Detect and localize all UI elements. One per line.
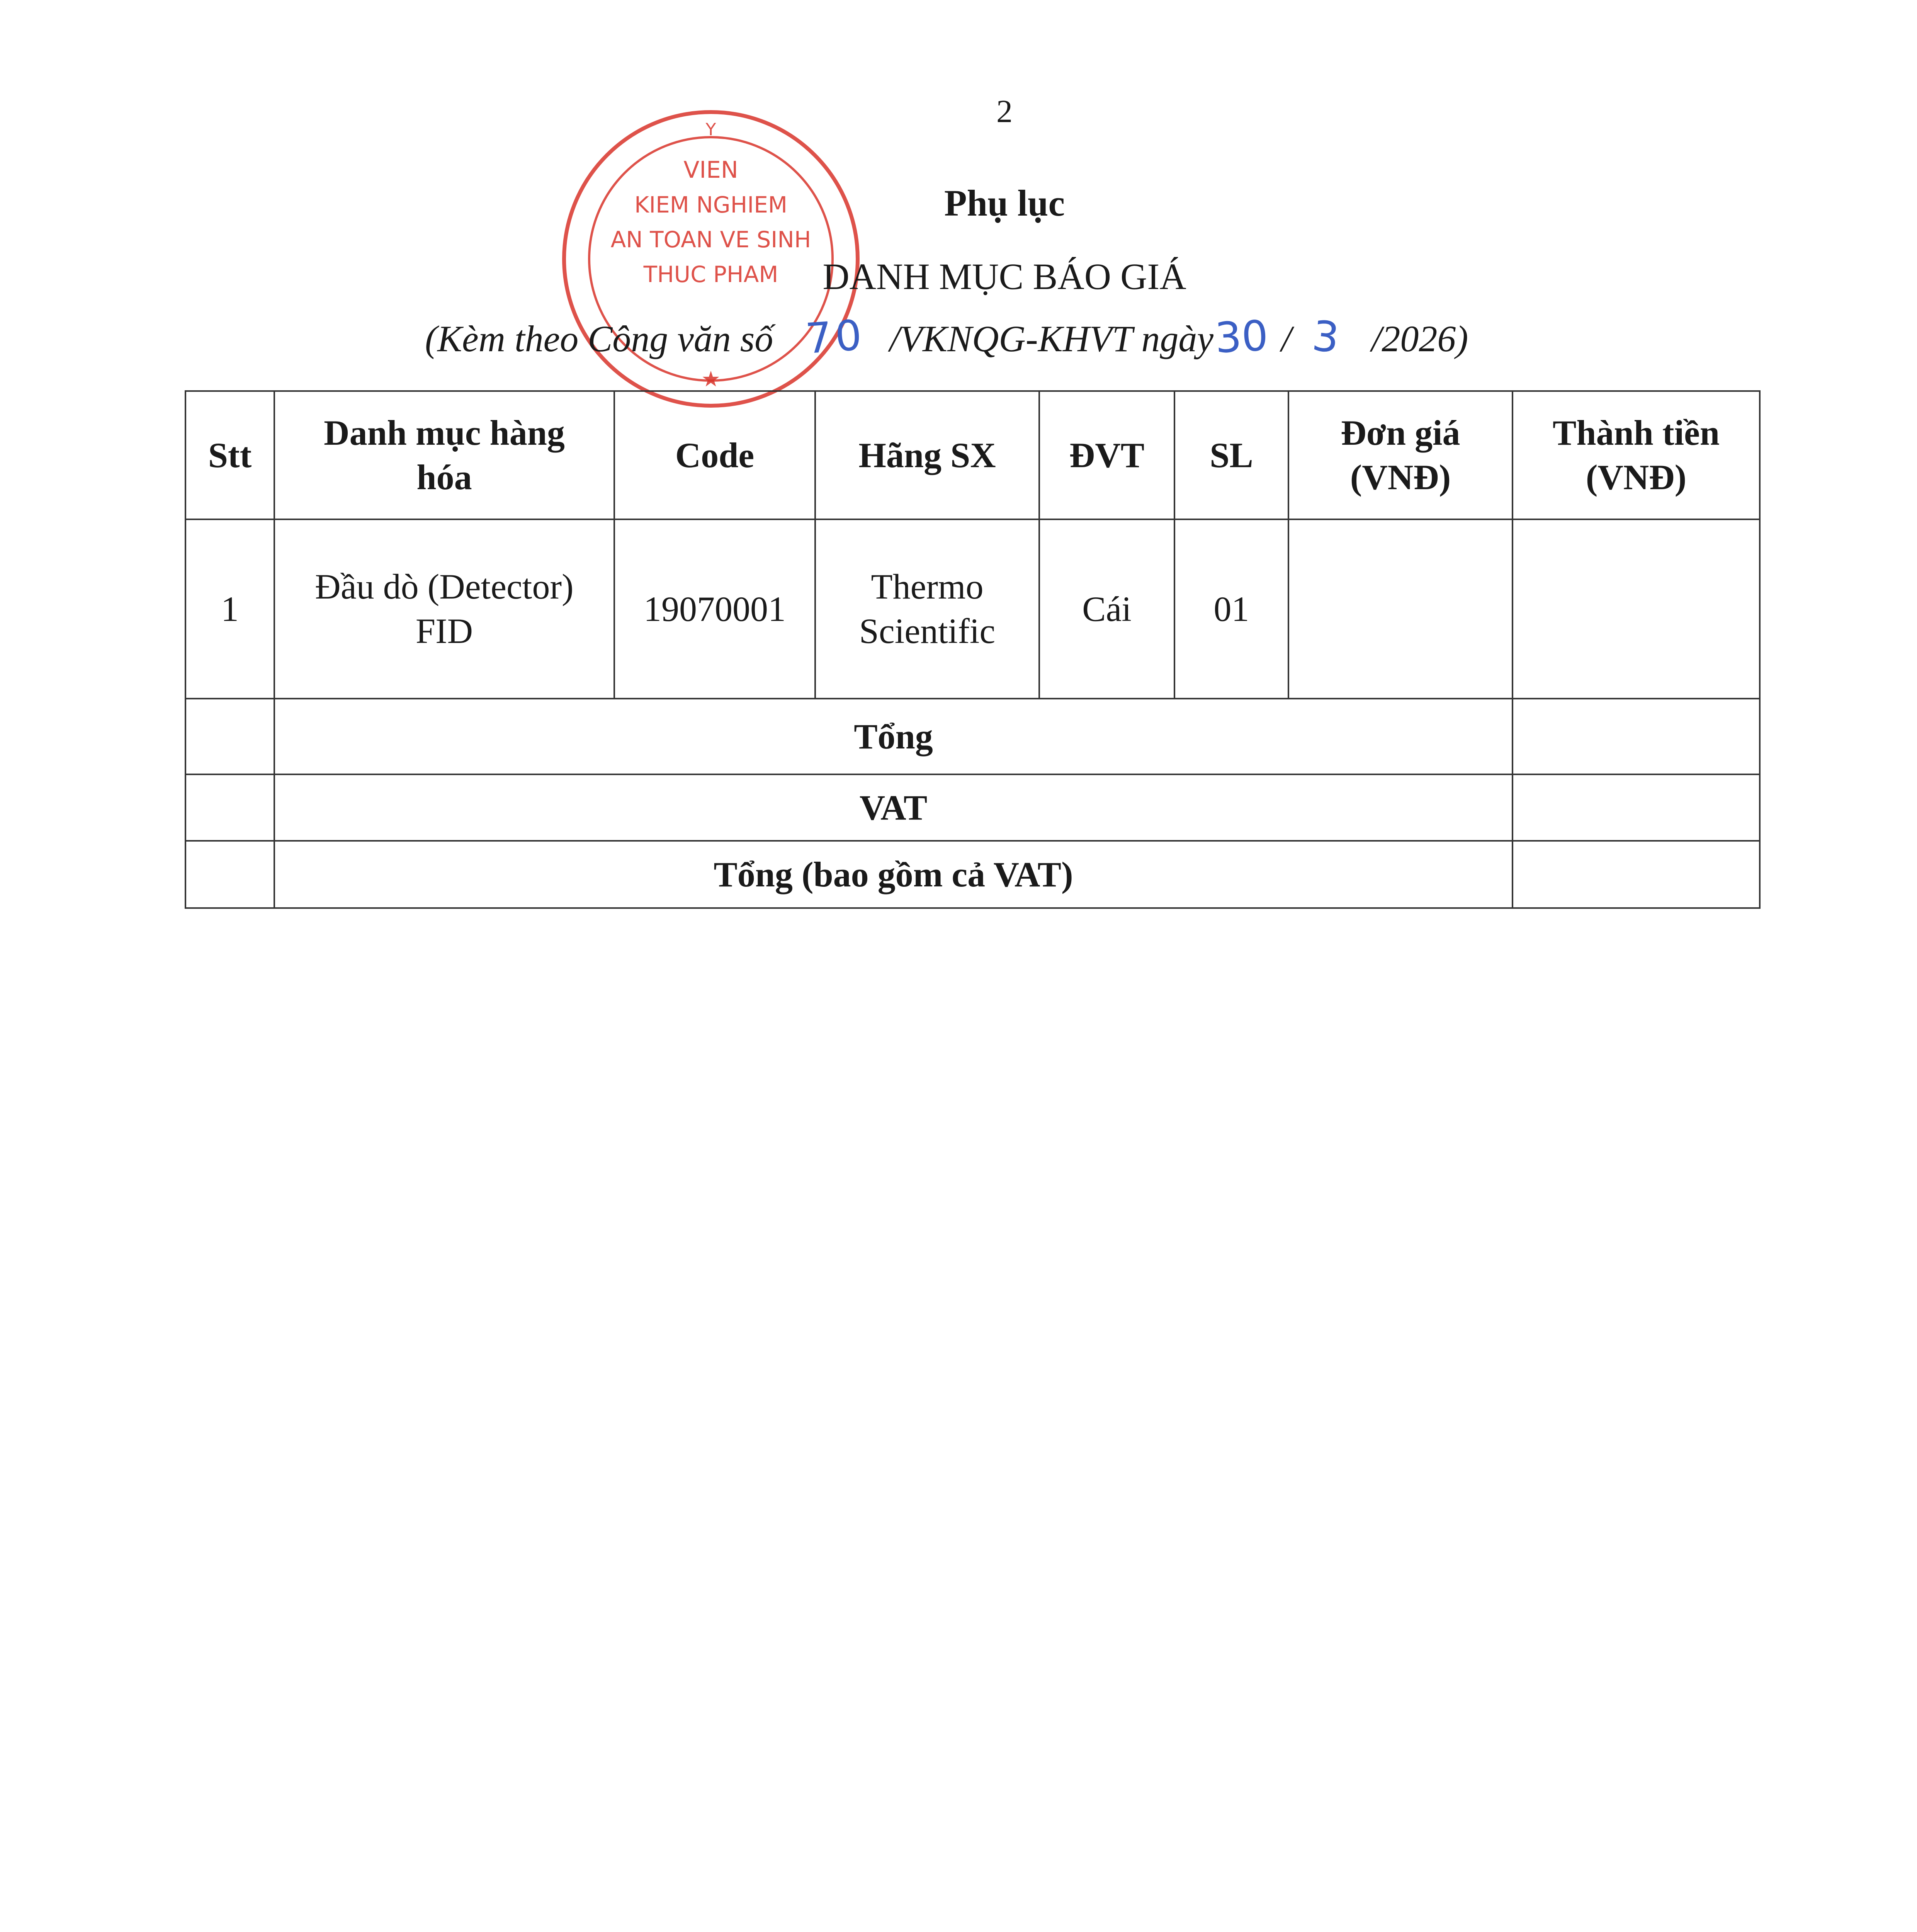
cell-code: 19070001 (614, 519, 815, 699)
subtotal-row (185, 699, 1760, 774)
table-row (185, 519, 1760, 699)
cell-unit: Cái (1039, 519, 1174, 699)
subtotal-label: Tổng (274, 699, 1513, 774)
header-stt: Stt (185, 391, 274, 519)
subtotal-value (1513, 699, 1760, 774)
vat-value (1513, 774, 1760, 841)
vat-empty-cell (185, 774, 274, 841)
cell-unit-price (1288, 519, 1513, 699)
appendix-title: Phụ lục (944, 182, 1065, 224)
header-unit: ĐVT (1039, 391, 1174, 519)
grand-total-label: Tổng (bao gồm cả VAT) (274, 841, 1513, 908)
date-separator: / (1281, 318, 1292, 359)
document-reference (425, 311, 1584, 364)
table-header-row (185, 391, 1760, 519)
vat-row (185, 774, 1760, 841)
stamp-line-3: AN TOAN VE SINH (610, 226, 811, 253)
vat-label: VAT (274, 774, 1513, 841)
subtotal-empty-cell (185, 699, 274, 774)
page-number: 2 (996, 94, 1013, 129)
cell-total (1513, 519, 1760, 699)
grand-total-row (185, 841, 1760, 908)
grand-total-value (1513, 841, 1760, 908)
handwritten-document-number: 70 (804, 311, 867, 364)
header-unit-price: Đơn giá (VNĐ) (1288, 391, 1513, 519)
stamp-line-4: THUC PHAM (643, 261, 778, 287)
handwritten-day: 30 (1213, 311, 1270, 363)
header-code: Code (614, 391, 815, 519)
cell-item: Đầu dò (Detector) FID (274, 519, 614, 699)
header-item: Danh mục hàng hóa (274, 391, 614, 519)
reference-prefix: (Kèm theo Công văn số (425, 318, 773, 359)
header-manufacturer: Hãng SX (815, 391, 1039, 519)
reference-year: /2026) (1371, 318, 1468, 359)
cell-quantity: 01 (1174, 519, 1288, 699)
cell-manufacturer: Thermo Scientific (815, 519, 1039, 699)
stamp-line-1: VIEN (683, 156, 738, 184)
reference-code: /VKNQG-KHVT ngày (889, 318, 1213, 359)
document-title: DANH MỤC BÁO GIÁ (823, 256, 1186, 297)
grand-total-empty-cell (185, 841, 274, 908)
stamp-line-2: KIEM NGHIEM (634, 192, 788, 218)
header-quantity: SL (1174, 391, 1288, 519)
handwritten-month: 3 (1310, 311, 1342, 363)
quotation-table (185, 390, 1761, 909)
header-total: Thành tiền (VNĐ) (1513, 391, 1760, 519)
star-icon: ★ (701, 367, 721, 392)
cell-stt: 1 (185, 519, 274, 699)
svg-text:Y: Y (705, 120, 716, 139)
